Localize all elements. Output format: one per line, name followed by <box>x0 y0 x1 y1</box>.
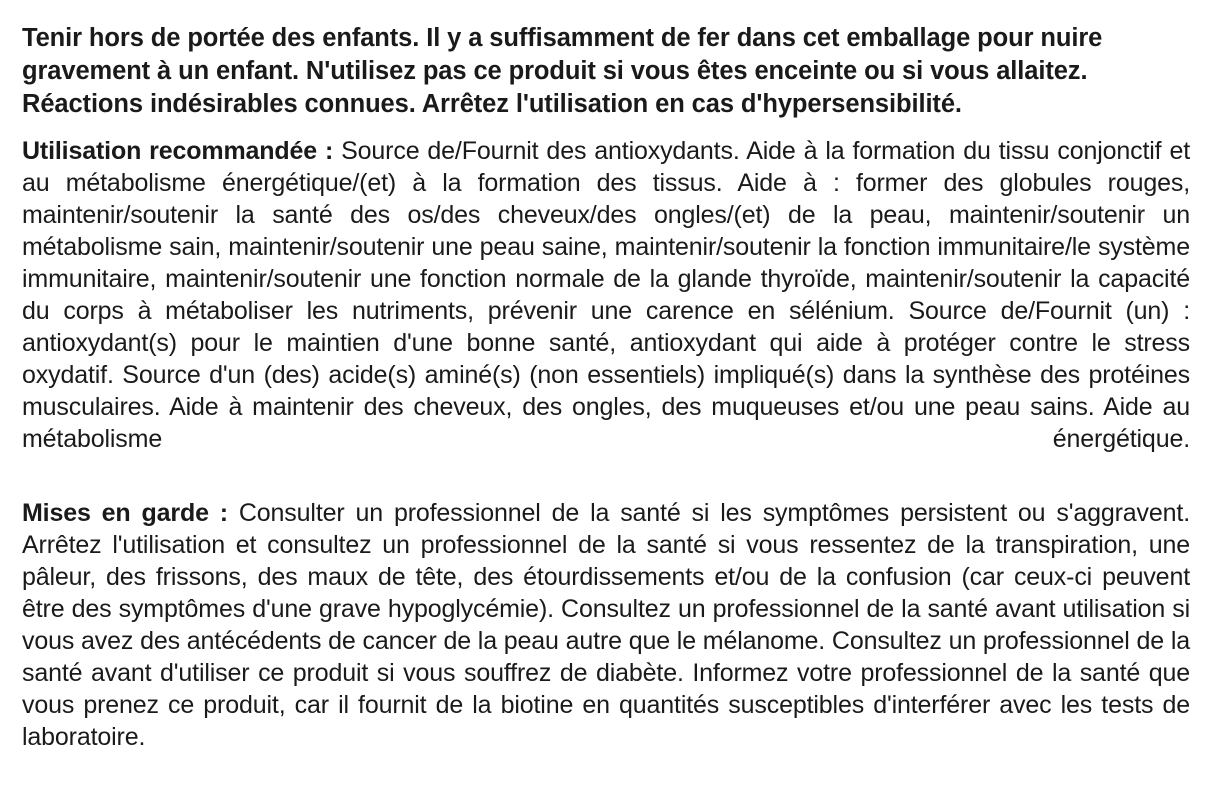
warning-text: Tenir hors de portée des enfants. Il y a suffisamment de fer dans cet emballage pour nuire gravement à un enfant. N'utilisez pas ce produit si vous êtes enceinte ou si vous allaitez. Réactions indésirables connues. Arrêtez l'utilisation en cas d'hypersensibilité. <box>22 24 1103 119</box>
recommended-use-body: Source de/Fournit des antioxydants. Aide à la formation du tissu conjonctif et au métabolisme énergétique/(et) à la formation des tissus. Aide à : former des globules rouges, maintenir/soutenir la santé des os/des cheveux/des ongles/(et) de la peau, maintenir/soutenir un métabolisme sain, maintenir/soutenir une peau saine, maintenir/soutenir la fonction immunitaire/le système immunitaire, maintenir/soutenir une fonction normale de la glande thyroïde, maintenir/soutenir la capacité du corps à métaboliser les nutriments, prévenir une carence en sélénium. Source de/Fournit (un) : antioxydant(s) pour le maintien d'une bonne santé, antioxydant qui aide à protéger contre le stress oxydatif. Source d'un (des) acide(s) aminé(s) (non essentiels) impliqué(s) dans la synthèse des protéines musculaires. Aide à maintenir des cheveux, des ongles, des muqueuses et/ou une peau sains. Aide au métabolisme énergétique. <box>22 137 1190 454</box>
recommended-use-section <box>22 135 1190 487</box>
warnings-heading: Mises en garde : <box>22 499 228 528</box>
warnings-section <box>22 497 1190 785</box>
warnings-body: Consulter un professionnel de la santé si les symptômes persistent ou s'aggravent. Arrêtez l'utilisation et consultez un professionnel de la santé si vous ressentez de la transpiration, une pâleur, des frissons, des maux de tête, des étourdissements et/ou de la confusion (car ceux-ci peuvent être des symptômes d'une grave hypoglycémie). Consultez un professionnel de la santé avant utilisation si vous avez des antécédents de cancer de la peau autre que le mélanome. Consultez un professionnel de la santé avant d'utiliser ce produit si vous souffrez de diabète. Informez votre professionnel de la santé que vous prenez ce produit, car il fournit de la biotine en quantités susceptibles d'interférer avec les tests de laboratoire. <box>22 499 1190 752</box>
recommended-use-heading: Utilisation recommandée : <box>22 137 334 166</box>
